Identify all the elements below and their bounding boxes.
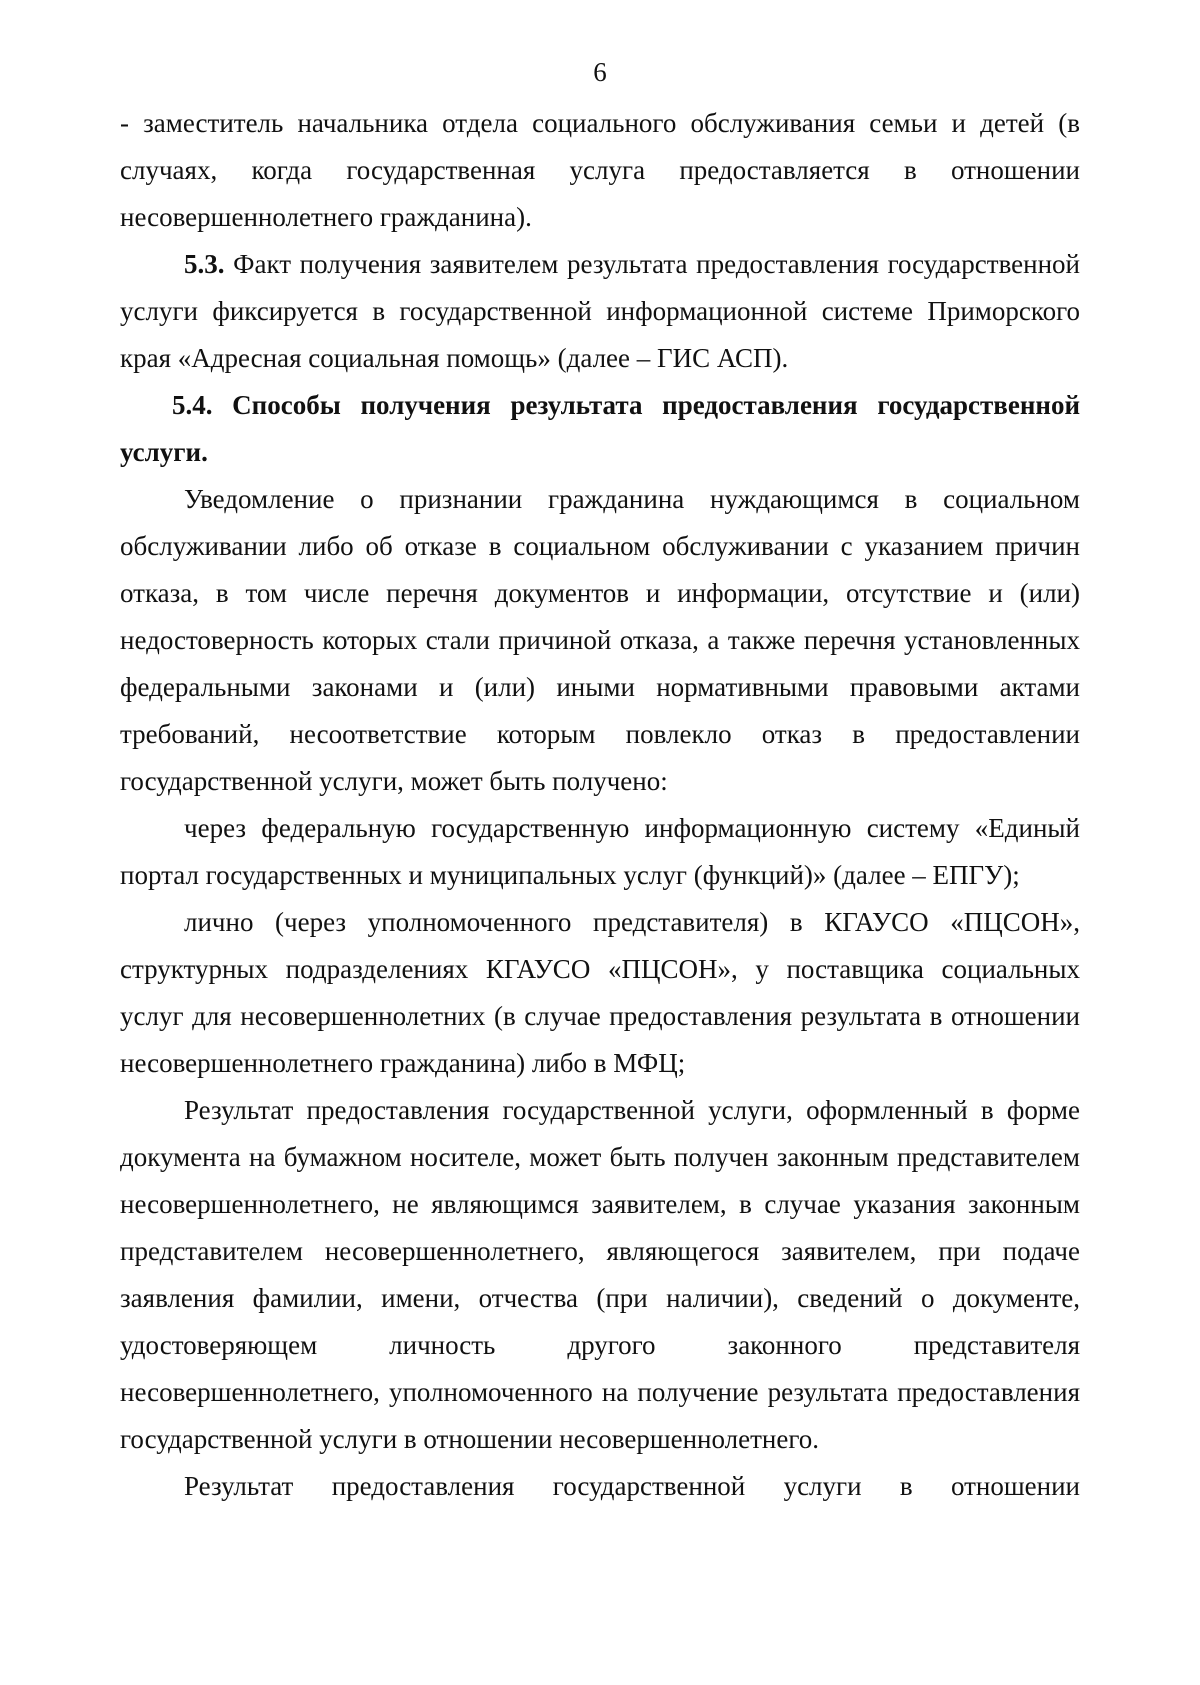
paragraph-deputy-head: - заместитель начальника отдела социального обслуживания семьи и детей (в случаях, когда государственная услуга предоставляется в отношении несовершеннолетнего гражданина).	[120, 108, 1080, 232]
document-body	[120, 100, 1080, 1510]
paragraph-5-3	[120, 241, 1080, 382]
paragraph-in-person-channel: лично (через уполномоченного представителя) в КГАУСО «ПЦСОН», структурных подразделениях КГАУСО «ПЦСОН», у поставщика социальных услуг для несовершеннолетних (в случае предоставления результата в отношении несовершеннолетнего гражданина) либо в МФЦ;	[120, 907, 1080, 1078]
paragraph-5-3-text: Факт получения заявителем результата предоставления государственной услуги фиксируется в государственной информационной системе Приморского края «Адресная социальная помощь» (далее – ГИС АСП).	[120, 249, 1080, 373]
section-number-5-3: 5.3.	[184, 249, 225, 279]
paragraph-notification: Уведомление о признании гражданина нуждающимся в социальном обслуживании либо об отказе в социальном обслуживании с указанием причин отказа, в том числе перечня документов и информации, отсутствие и (или) недостоверность которых стали причиной отказа, а также перечня установленных федеральными законами и (или) иными нормативными правовыми актами требований, несоответствие которым повлекло отказ в предоставлении государственной услуги, может быть получено:	[120, 484, 1080, 796]
paragraph-result-continued: Результат предоставления государственной услуги в отношении	[184, 1471, 1080, 1501]
section-heading-5-4: 5.4. Способы получения результата предоставления государственной услуги.	[120, 390, 1080, 467]
paragraph-paper-result: Результат предоставления государственной услуги, оформленный в форме документа на бумажном носителе, может быть получен законным представителем несовершеннолетнего, не являющимся заявителем, в случае указания законным представителем несовершеннолетнего, являющегося заявителем, при подаче заявления фамилии, имени, отчества (при наличии), сведений о документе, удостоверяющем личность другого законного представителя несовершеннолетнего, уполномоченного на получение результата предоставления государственной услуги в отношении несовершеннолетнего.	[120, 1095, 1080, 1454]
paragraph-epgu-channel: через федеральную государственную информационную систему «Единый портал государственных и муниципальных услуг (функций)» (далее – ЕПГУ);	[120, 813, 1080, 890]
page-number: 6	[593, 57, 607, 87]
